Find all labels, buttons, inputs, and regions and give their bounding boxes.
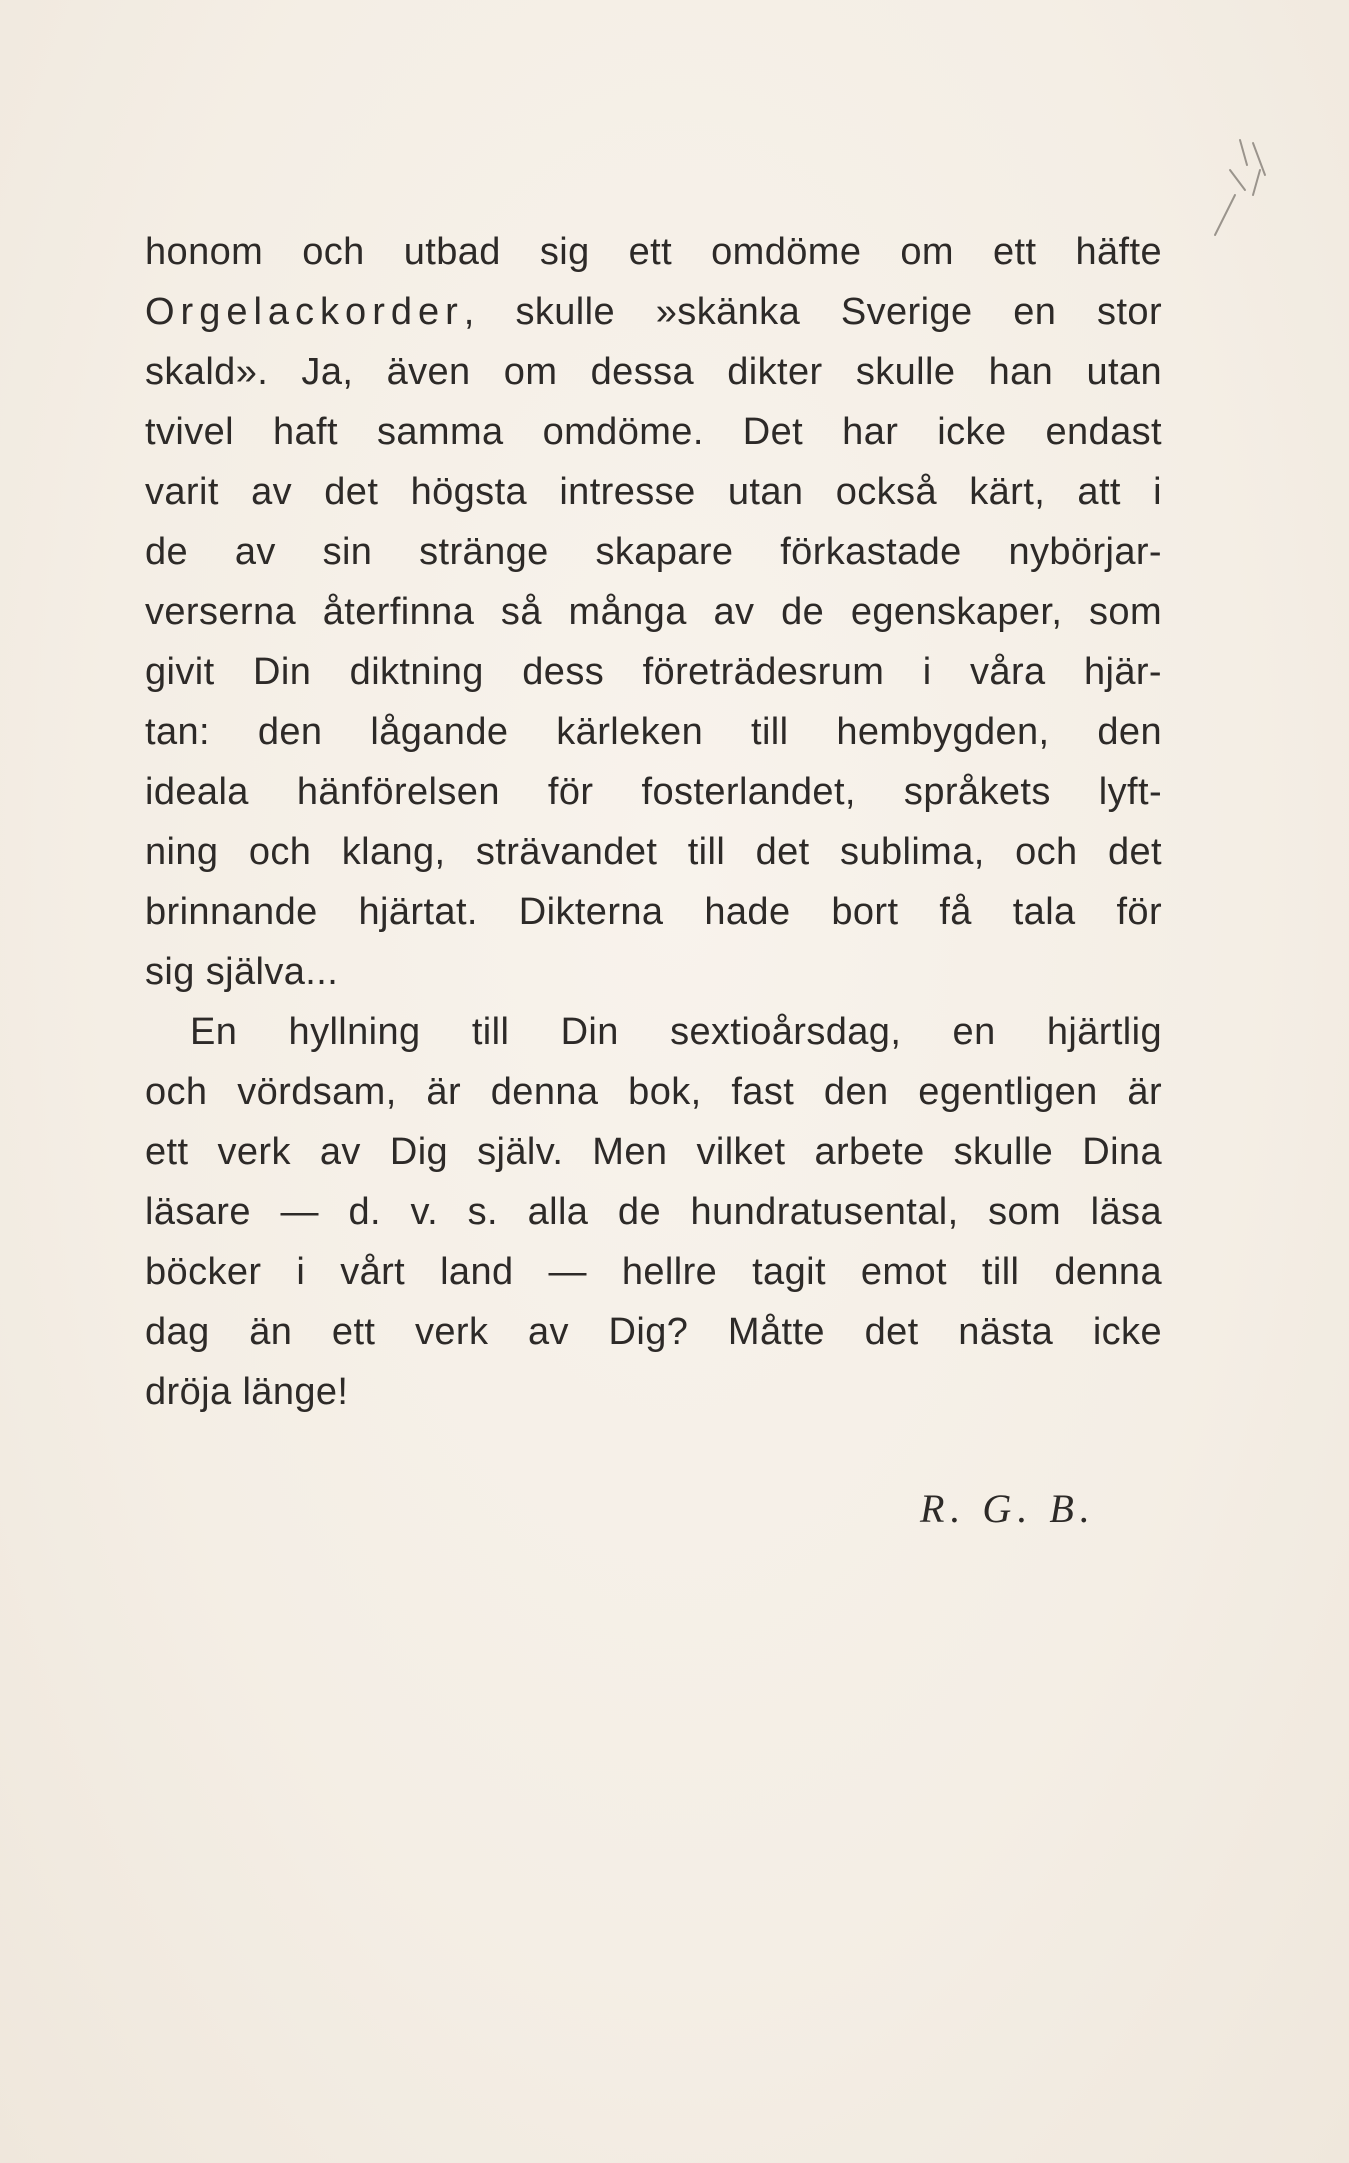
text-line [145,1062,1162,1122]
line-text: sig själva... [145,951,339,993]
text-line [145,282,1162,342]
text-line [145,462,1162,522]
line-text: tan: den lågande kärleken till hembygden, den [145,711,1162,753]
text-line [145,1182,1162,1242]
line-text: honom och utbad sig ett omdöme om ett häfte [145,231,1162,273]
line-text: böcker i vårt land — hellre tagit emot till denna [145,1251,1162,1293]
text-line [145,522,1162,582]
line-text: de av sin stränge skapare förkastade nybörjar- [145,531,1162,573]
line-text: ett verk av Dig själv. Men vilket arbete skulle Dina [145,1131,1162,1173]
line-text: , skulle »skänka Sverige en stor [463,291,1162,333]
text-line [145,1362,1162,1422]
signature-initials: R. G. B. [920,1486,1096,1531]
line-text: ning och klang, strävandet till det sublima, och det [145,831,1162,873]
line-text: ideala hänförelsen för fosterlandet, språkets lyft- [145,771,1162,813]
text-line [145,582,1162,642]
line-text: givit Din diktning dess företrädesrum i våra hjär- [145,651,1162,693]
line-text: skald». Ja, även om dessa dikter skulle han utan [145,351,1162,393]
line-text: dröja länge! [145,1371,349,1413]
text-line [145,1122,1162,1182]
text-line [145,1302,1162,1362]
text-line [145,402,1162,462]
text-line [145,1002,1162,1062]
body-text [145,222,1162,1422]
text-line [145,942,1162,1002]
text-line [145,702,1162,762]
line-text: och vördsam, är denna bok, fast den egentligen är [145,1071,1162,1113]
line-text: tvivel haft samma omdöme. Det har icke endast [145,411,1162,453]
pencil-annotation-mark [1205,135,1285,255]
text-line [145,882,1162,942]
line-text: verserna återfinna så många av de egenskaper, som [145,591,1162,633]
text-line [145,642,1162,702]
text-line [145,222,1162,282]
line-text: dag än ett verk av Dig? Måtte det nästa icke [145,1311,1162,1353]
text-line [145,822,1162,882]
text-line [145,762,1162,822]
line-text: En hyllning till Din sextioårsdag, en hjärtlig [190,1011,1162,1053]
line-text: brinnande hjärtat. Dikterna hade bort få tala för [145,891,1162,933]
line-text: varit av det högsta intresse utan också kärt, att i [145,471,1162,513]
text-line [145,342,1162,402]
line-text: läsare — d. v. s. alla de hundratusental, som läsa [145,1191,1162,1233]
text-line [145,1242,1162,1302]
spaced-title-text: Orgelackorder [145,291,464,333]
